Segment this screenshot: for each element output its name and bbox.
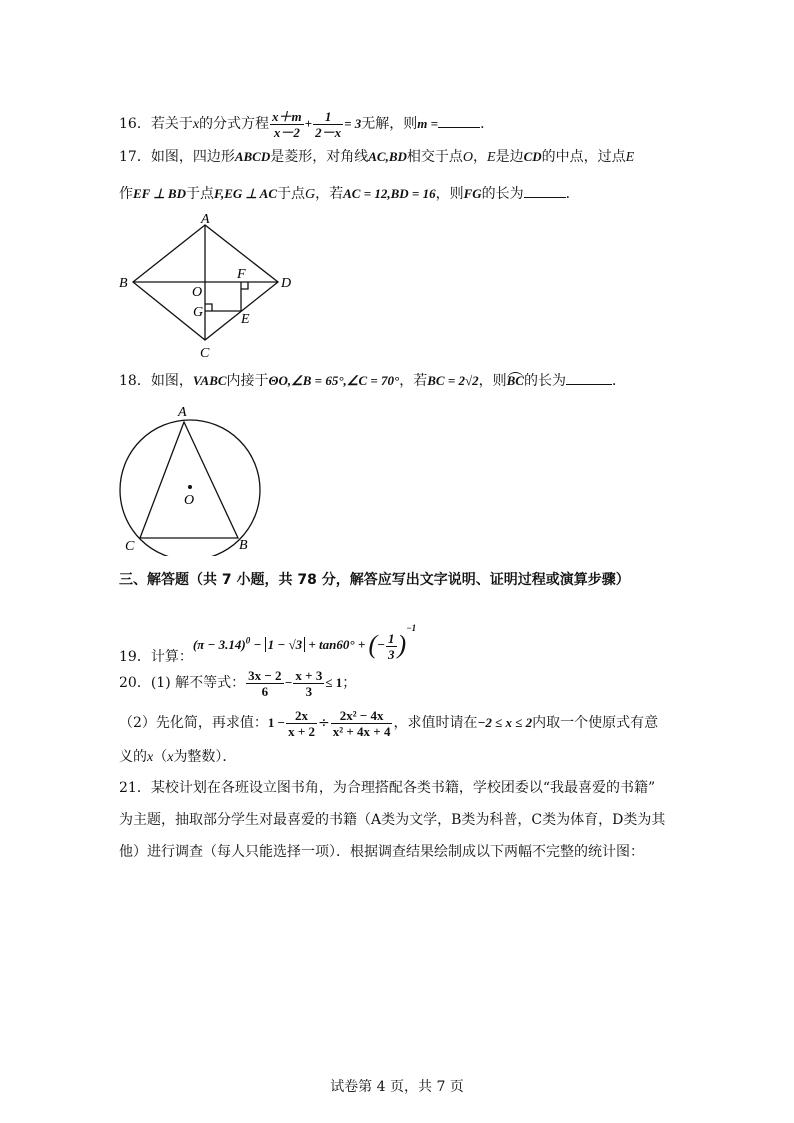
q20-number: 20． <box>119 675 151 691</box>
right-angle-mark-g <box>205 304 212 311</box>
q18-answer-blank[interactable] <box>566 370 612 385</box>
q16-fraction-1: $\frac{x+m}{x-2}$ <box>272 108 302 140</box>
q19-number: 19． <box>119 649 151 665</box>
q20-line-2: （2）先化简，再求值：1 − $\frac{2x}{x + 2}$ ÷ $\frac{\text{2x² − 4x}}{\text{x² + 4x + 4}}$ ，求值时请在−2 ≤ x ≤ 2内取一个使原式有意 <box>119 707 659 739</box>
label-o: O <box>192 285 203 300</box>
q16-number: 16． <box>119 116 151 132</box>
q19-line: 19．计算：$(\pi - 3.14)^0 - 1 - √3 + \tan 60^\circ$ + (− $\frac{1}{3}$ )$^{-1}$ <box>119 623 417 665</box>
q21-line-1: 21．某校计划在各班设立图书角，为合理搭配各类书籍，学校团委以“我最喜爱的书籍” <box>119 780 656 796</box>
label-a: A <box>178 405 187 420</box>
q20-line-1: 20．(1) 解不等式： $\frac{3x - 2}{6}$ − $\frac{x + 3}{3}$ ≤ 1； <box>119 667 357 699</box>
q17-line-2: 作EF ⊥ BD于点F,EG ⊥ AC于点G，若AC = 12,BD = 16，则FG的长为 ． <box>119 183 580 205</box>
section-3-heading: 三、解答题（共 7 小题，共 78 分，解答应写出文字说明、证明过程或演算步骤） <box>119 572 630 588</box>
label-a: A <box>201 212 210 227</box>
q16-line: 16．若关于x的分式方程 $\frac{x+m}{x-2}$ + $\frac{1}{2-x}$ = 3无解，则m = ． <box>119 108 495 140</box>
triangle-abc <box>140 422 238 538</box>
label-f: F <box>237 267 246 282</box>
q21-line-3: 他）进行调查（每人只能选择一项）．根据调查结果绘制成以下两幅不完整的统计图： <box>119 844 644 860</box>
q17-line-1: 17．如图，四边形ABCD是菱形，对角线AC,BD相交于点O，E是边CD的中点，过点E <box>119 149 635 165</box>
q17-answer-blank[interactable] <box>524 183 566 198</box>
center-point <box>188 485 192 489</box>
q17-number: 17． <box>119 149 151 165</box>
q18-number: 18． <box>119 373 151 389</box>
q18-line: 18．如图，VABC内接于ΘO,∠B = 65°,∠C = 70°，若BC = 2√2，则BC的长为 ． <box>119 370 626 391</box>
label-b: B <box>239 538 248 553</box>
q21-line-2: 为主题，抽取部分学生对最喜爱的书籍（A类为文学，B类为科普，C类为体育，D类为其 <box>119 812 666 828</box>
q20-line-3: 义的x（x为整数）． <box>119 749 237 765</box>
q17-rhombus-figure <box>112 210 302 358</box>
label-c: C <box>200 346 210 358</box>
label-g: G <box>193 305 204 320</box>
q18-circle-figure <box>112 400 272 556</box>
label-e: E <box>241 312 250 327</box>
label-c: C <box>125 539 135 554</box>
label-d: D <box>281 276 292 291</box>
arc-bc: BC <box>506 373 524 388</box>
page-footer: 试卷第 4 页，共 7 页 <box>330 1079 464 1095</box>
label-o: O <box>184 493 195 508</box>
label-b: B <box>119 276 128 291</box>
right-angle-mark-f <box>241 282 248 289</box>
q16-answer-blank[interactable] <box>438 113 480 128</box>
abs-value: 1 − √3 <box>265 637 306 652</box>
q16-fraction-2: $\frac{1}{2-x}$ <box>315 108 342 140</box>
